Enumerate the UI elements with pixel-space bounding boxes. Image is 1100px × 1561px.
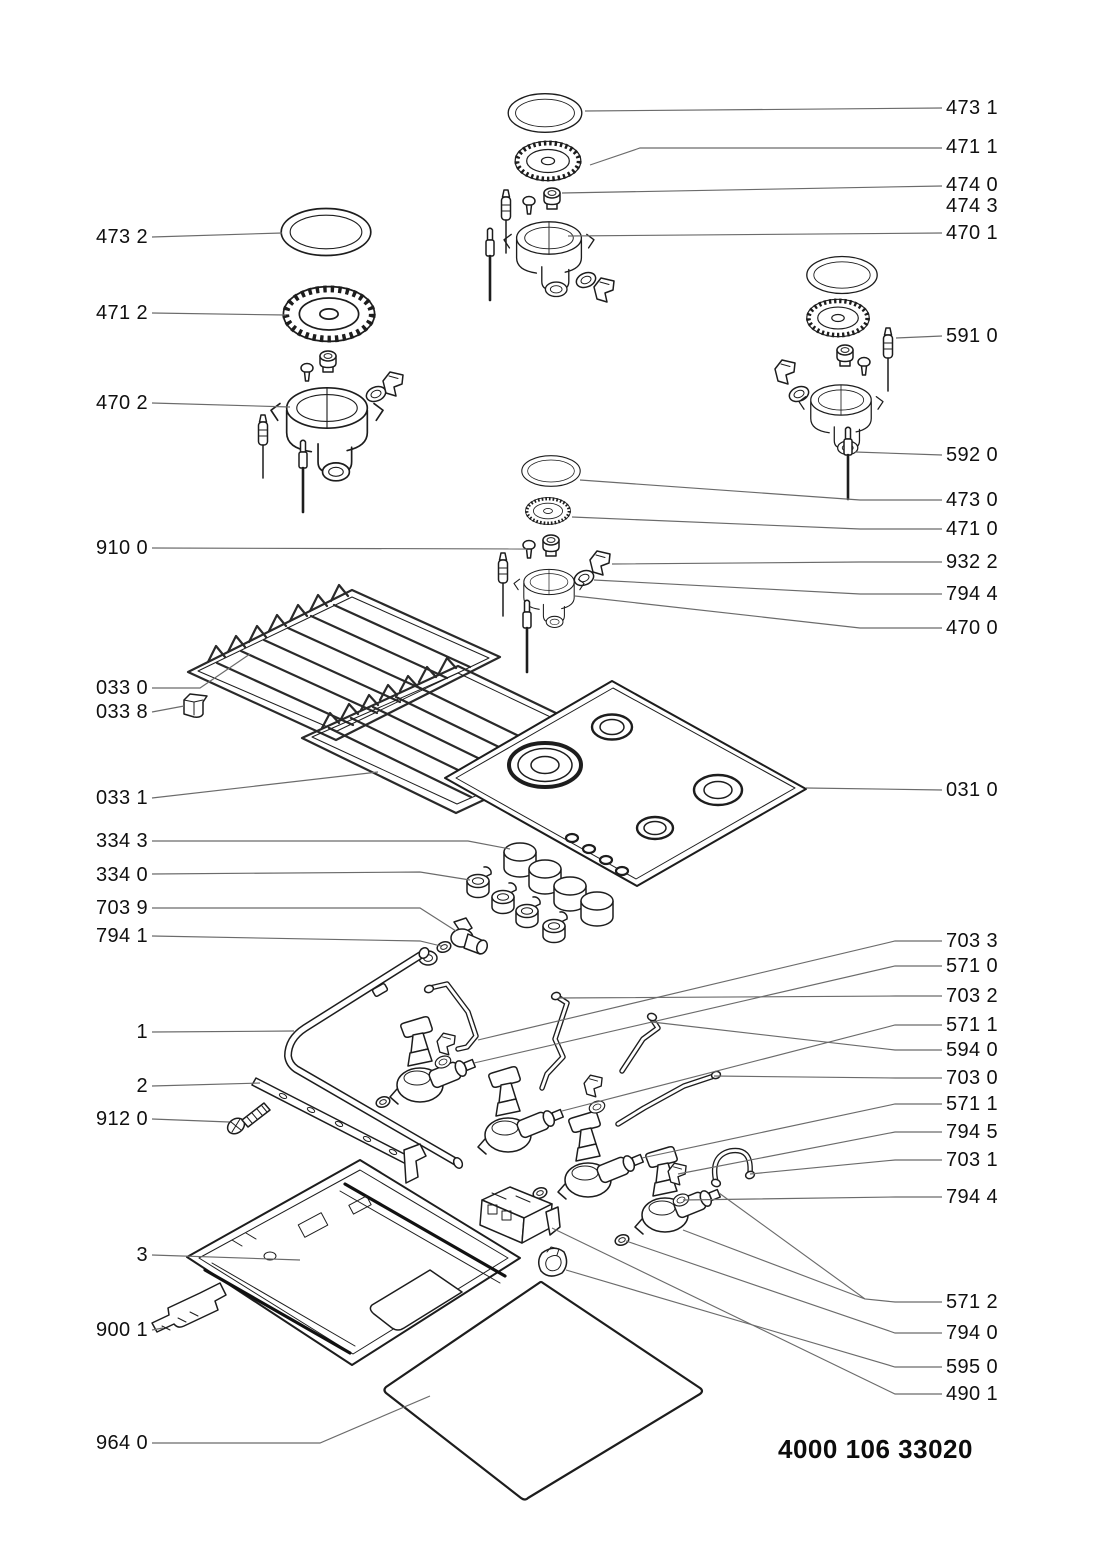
- part-label-794-4b: 794 4: [946, 1186, 999, 1208]
- leader-line-794-4a: [594, 580, 942, 594]
- burner-assembly-top-right: [775, 257, 893, 499]
- igniter-plug: [884, 328, 893, 391]
- washer: [375, 1095, 392, 1109]
- part-label-470-2: 470 2: [95, 392, 148, 414]
- valve-clamp: [584, 1075, 602, 1097]
- part-label-703-9: 703 9: [95, 897, 148, 919]
- knob-adapter: [492, 883, 516, 914]
- burner-ring-large: [509, 743, 581, 787]
- part-label-794-0: 794 0: [946, 1322, 999, 1344]
- thermocouple: [299, 440, 307, 512]
- control-knob: [581, 892, 613, 926]
- part-label-595-0: 595 0: [946, 1356, 999, 1378]
- leader-line-473-2: [152, 233, 282, 237]
- burner-crown: [283, 287, 374, 342]
- clamp-bracket: [775, 360, 795, 384]
- knob-adapter: [516, 897, 540, 928]
- part-label-592-0: 592 0: [946, 444, 999, 466]
- leader-line-pos-1: [152, 1031, 294, 1032]
- burner-ring-small-top: [592, 715, 632, 740]
- burner-body: [271, 388, 383, 481]
- leader-line-471-1: [590, 148, 942, 165]
- burner-cap: [281, 208, 371, 255]
- knob-adapter: [543, 912, 567, 943]
- part-label-571-2: 571 2: [946, 1291, 999, 1313]
- part-label-pos-1: 1: [136, 1021, 148, 1043]
- leader-line-470-2: [152, 403, 290, 407]
- burner-cap: [522, 456, 580, 487]
- part-label-471-0: 471 0: [946, 518, 999, 540]
- burner-crown: [807, 299, 869, 336]
- screw: [301, 364, 313, 382]
- knob-adapter: [467, 867, 491, 898]
- grid-foot: [184, 694, 207, 717]
- washer-794-0: [614, 1233, 631, 1247]
- washer-794-1: [436, 940, 453, 954]
- part-label-473-2: 473 2: [95, 226, 148, 248]
- leader-line-912-0: [152, 1119, 229, 1122]
- leader-line-703-0: [714, 1076, 942, 1078]
- part-label-pos-2: 2: [136, 1075, 148, 1097]
- part-label-900-1: 900 1: [95, 1319, 148, 1341]
- burner-ring-medium: [694, 775, 742, 805]
- gas-manifold-pipe: [288, 946, 464, 1170]
- part-label-033-8: 033 8: [95, 701, 148, 723]
- burner-cap: [508, 94, 582, 133]
- leader-line-571-2: [683, 1230, 865, 1299]
- leader-line-703-3: [478, 941, 942, 1040]
- part-label-591-0: 591 0: [946, 325, 999, 347]
- part-label-470-0: 470 0: [946, 617, 999, 639]
- igniter-plug: [499, 553, 508, 616]
- part-label-490-1: 490 1: [946, 1383, 999, 1405]
- gas-tap-valve-1: [390, 1017, 477, 1104]
- thermocouple: [523, 600, 531, 672]
- burner-feed-pipe-703-0: [618, 1070, 721, 1124]
- part-label-703-3: 703 3: [946, 930, 999, 952]
- part-label-pos-3: 3: [136, 1244, 148, 1266]
- part-label-471-1: 471 1: [946, 136, 999, 158]
- part-label-470-1: 470 1: [946, 222, 999, 244]
- leader-line-473-1: [585, 108, 942, 111]
- leader-line-594-0: [652, 1022, 942, 1050]
- injector-nut: [837, 345, 853, 366]
- clamp-bracket: [594, 278, 614, 302]
- leader-line-473-0: [580, 480, 942, 500]
- leader-line-471-2: [152, 313, 286, 315]
- leader-line-470-0: [575, 596, 942, 628]
- burner-feed-pipe-703-2: [542, 991, 567, 1088]
- leader-line-571-0: [474, 966, 942, 1063]
- part-label-932-2: 932 2: [946, 551, 999, 573]
- part-label-571-0: 571 0: [946, 955, 999, 977]
- hob-top-panel: [445, 681, 806, 886]
- part-label-474-3: 474 3: [946, 195, 999, 217]
- part-label-794-4a: 794 4: [946, 583, 999, 605]
- leader-line-474-0: [562, 186, 942, 193]
- leader-line-910-0: [152, 548, 527, 549]
- leader-line-703-1: [750, 1160, 942, 1174]
- part-label-471-2: 471 2: [95, 302, 148, 324]
- part-label-594-0: 594 0: [946, 1039, 999, 1061]
- leader-line-pos-2: [152, 1083, 260, 1086]
- clamp-bracket: [590, 551, 610, 575]
- ignition-switch-block: [480, 1187, 560, 1243]
- burner-assembly-top-centre: [486, 94, 614, 302]
- leader-line-794-1: [152, 936, 441, 946]
- part-label-033-0: 033 0: [95, 677, 148, 699]
- valve-clamp-794-5: [668, 1163, 686, 1185]
- part-label-964-0: 964 0: [95, 1432, 148, 1454]
- leader-line-031-0: [806, 788, 942, 790]
- burner-cap: [807, 257, 877, 294]
- part-label-703-2: 703 2: [946, 985, 999, 1007]
- pan-support-grid-left: [188, 585, 500, 740]
- part-label-794-5: 794 5: [946, 1121, 999, 1143]
- injector-nut: [320, 351, 336, 372]
- leader-line-592-0: [855, 452, 942, 455]
- part-label-910-0: 910 0: [95, 537, 148, 559]
- part-label-334-3: 334 3: [95, 830, 148, 852]
- burner-crown: [526, 498, 571, 525]
- support-bracket-900-1: [152, 1283, 226, 1332]
- gas-tap-valve-2: [478, 1067, 565, 1154]
- thermocouple: [844, 427, 852, 499]
- leader-line-964-0: [152, 1396, 430, 1443]
- leader-line-571-1b: [642, 1104, 942, 1158]
- thermocouple: [486, 228, 494, 300]
- burner-crown: [515, 141, 581, 180]
- leader-line-470-1: [568, 233, 942, 236]
- leader-line-703-9: [152, 908, 456, 931]
- burner-ring-small-bottom: [637, 817, 673, 839]
- part-label-703-0: 703 0: [946, 1067, 999, 1089]
- injector-nut: [544, 188, 560, 209]
- document-code: 4000 106 33020: [778, 1434, 973, 1464]
- part-label-703-1: 703 1: [946, 1149, 999, 1171]
- leader-line-334-0: [152, 872, 470, 880]
- part-label-473-1: 473 1: [946, 97, 999, 119]
- bottom-tray: [187, 1160, 520, 1365]
- burner-assembly-middle: [499, 456, 611, 672]
- part-label-912-0: 912 0: [95, 1108, 148, 1130]
- clamp-bracket: [383, 372, 403, 396]
- leader-line-932-2: [612, 562, 942, 564]
- leader-line-490-1: [552, 1228, 942, 1394]
- leader-line-794-4b: [683, 1197, 942, 1200]
- leader-line-033-8: [152, 706, 184, 712]
- part-label-033-1: 033 1: [95, 787, 148, 809]
- cable-clamp-595-0: [539, 1247, 567, 1276]
- part-label-473-0: 473 0: [946, 489, 999, 511]
- part-label-571-1b: 571 1: [946, 1093, 999, 1115]
- part-label-794-1: 794 1: [95, 925, 148, 947]
- burner-body: [799, 385, 883, 455]
- leader-line-334-3: [152, 841, 510, 849]
- igniter-plug: [259, 415, 268, 478]
- leader-line-571-1a: [562, 1025, 942, 1111]
- part-label-031-0: 031 0: [946, 779, 999, 801]
- countersunk-screw: [225, 1103, 270, 1137]
- injector-nut: [543, 535, 559, 556]
- burner-assembly-top-left: [259, 208, 404, 512]
- screw: [858, 358, 870, 376]
- gas-inlet-elbow: [419, 918, 489, 965]
- part-label-334-0: 334 0: [95, 864, 148, 886]
- burner-feed-pipe-594-0: [622, 1012, 658, 1071]
- leader-line-703-2: [558, 996, 942, 998]
- leader-line-591-0: [896, 336, 942, 338]
- gas-tap-valve-3: [558, 1112, 645, 1199]
- leader-line-471-0: [572, 517, 942, 529]
- part-label-571-1a: 571 1: [946, 1014, 999, 1036]
- gas-tap-valve-4: [635, 1147, 722, 1234]
- burner-feed-pipe-703-1: [711, 1150, 756, 1187]
- leader-line-033-1: [152, 772, 378, 798]
- valve-clamp: [437, 1033, 455, 1055]
- screw: [523, 197, 535, 215]
- part-label-474-0: 474 0: [946, 174, 999, 196]
